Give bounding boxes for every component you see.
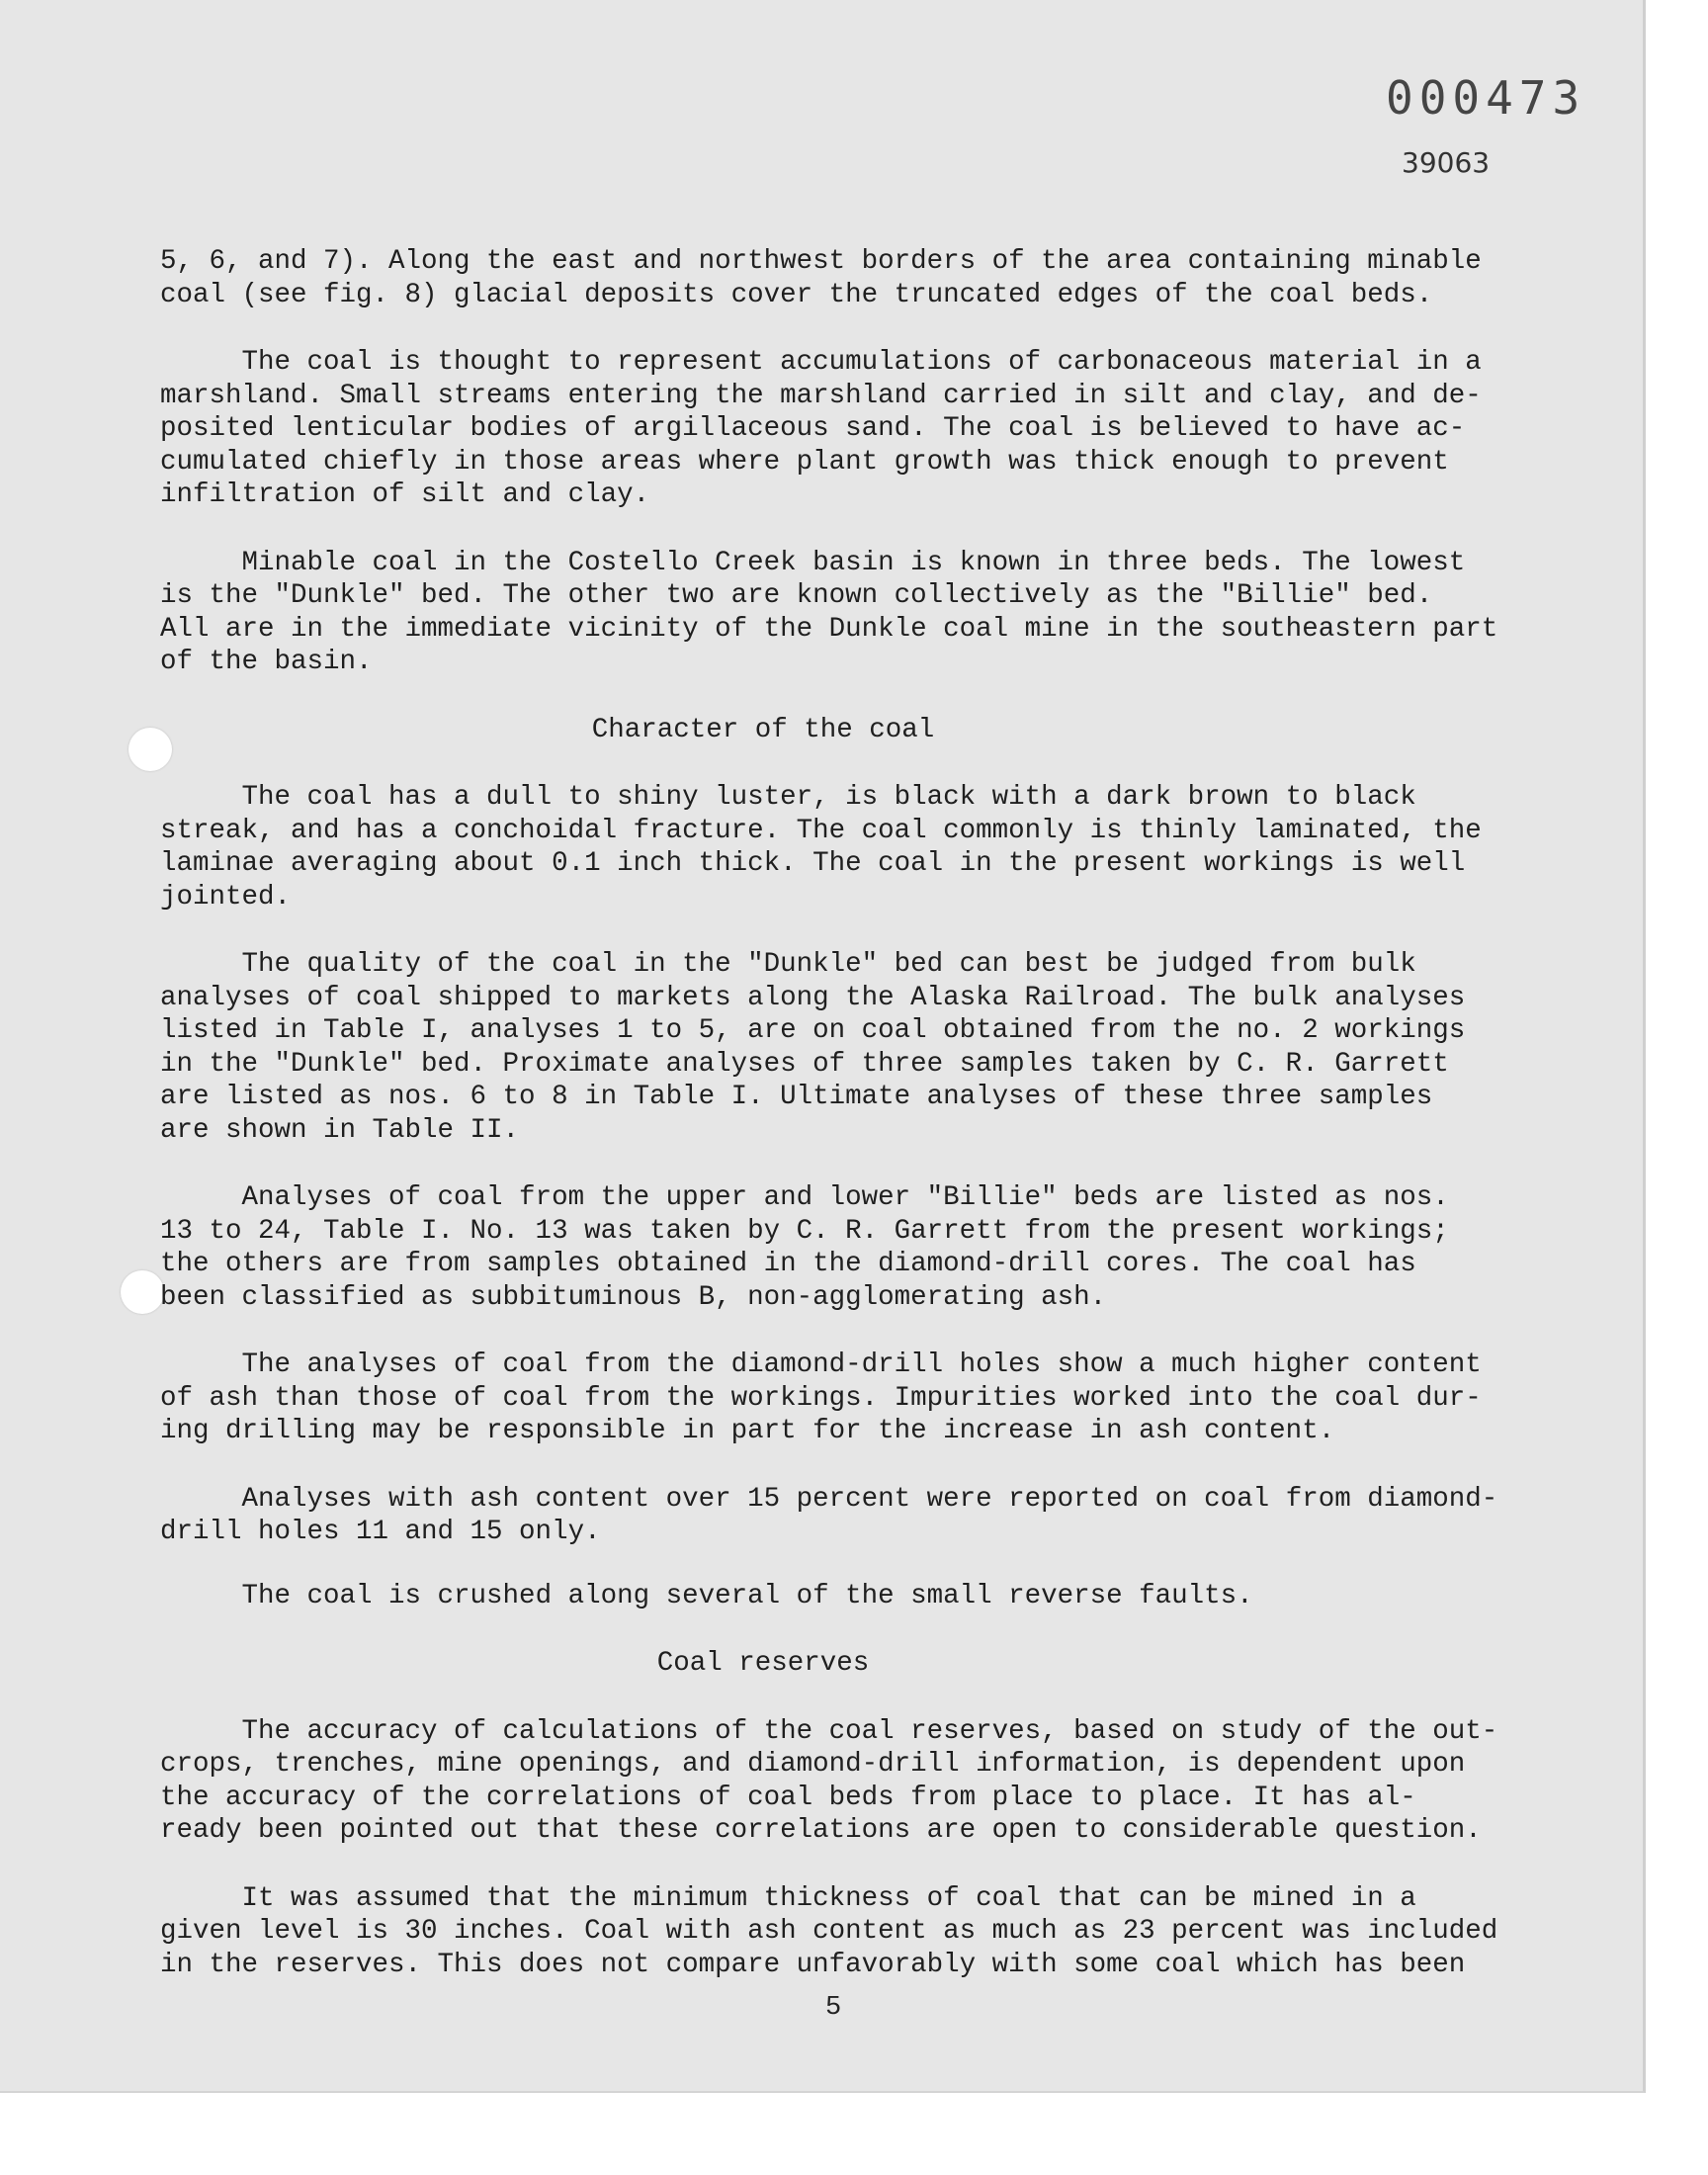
- paragraph: The coal is crushed along several of the small reverse faults.: [160, 1580, 1253, 1611]
- paragraph: The analyses of coal from the diamond-drill holes show a much higher content of ash than those of coal from the workings. Impurities worked into the coal dur- ing drilling may be responsible in part for the increase in ash content.: [160, 1349, 1482, 1446]
- page-number: 5: [825, 1993, 842, 2023]
- paragraph: The coal has a dull to shiny luster, is black with a dark brown to black streak, and has a conchoidal fracture. The coal commonly is thinly laminated, the laminae averaging about 0.1 inch thick. The coal in the present workings is well jointed.: [160, 782, 1482, 913]
- document-id-stamp: 000473: [1386, 71, 1586, 125]
- paragraph: The accuracy of calculations of the coal reserves, based on study of the out- crops, trenches, mine openings, and diamond-drill information, is dependent upon the accuracy of the correlations of coal beds from place to place. It has al- ready been pointed out that these correlations are open to considerable question.: [160, 1715, 1498, 1846]
- paragraph: Minable coal in the Costello Creek basin is known in three beds. The lowest is the "Dunkle" bed. The other two are known collectively as the "Billie" bed. All are in the immediate vicinity of the Dunkle coal mine in the southeastern part of the basin.: [160, 547, 1498, 677]
- paragraph: The quality of the coal in the "Dunkle" bed can best be judged from bulk analyses of coal shipped to markets along the Alaska Railroad. The bulk analyses listed in Table I, analyses 1 to 5, are on coal obtained from the no. 2 workings in the "Dunkle" bed. Proximate analyses of three samples taken by C. R. Garrett are listed as nos. 6 to 8 in Table I. Ultimate analyses of these three samples are shown in Table II.: [160, 949, 1466, 1146]
- paragraph: It was assumed that the minimum thickness of coal that can be mined in a given level is 30 inches. Coal with ash content as much as 23 percent was included in the reserves. This does not compare unfavorably with some coal which has been: [160, 1882, 1498, 1980]
- paragraph: Analyses with ash content over 15 percent were reported on coal from diamond- drill holes 11 and 15 only.: [160, 1483, 1498, 1547]
- section-heading: Character of the coal: [591, 714, 935, 745]
- document-number: 39063: [1402, 146, 1491, 179]
- punch-hole: [121, 1270, 164, 1314]
- paragraph: Analyses of coal from the upper and lower "Billie" beds are listed as nos. 13 to 24, Table I. No. 13 was taken by C. R. Garrett from the present workings; the others are from samples obtained in the diamond-drill cores. The coal has been classified as subbituminous B, non-agglomerating ash.: [160, 1182, 1449, 1313]
- section-heading: Coal reserves: [656, 1648, 870, 1679]
- body-text: [160, 245, 1544, 1981]
- paragraph: 5, 6, and 7). Along the east and northwest borders of the area containing minable coal (see fig. 8) glacial deposits cover the truncated edges of the coal beds.: [160, 246, 1482, 310]
- paragraph: The coal is thought to represent accumulations of carbonaceous material in a marshland. Small streams entering the marshland carried in silt and clay, and de- posited lenticular bodies of argillaceous sand. The coal is believed to have ac- cumulated chiefly in those areas where plant growth was thick enough to prevent infiltration of silt and clay.: [160, 347, 1482, 510]
